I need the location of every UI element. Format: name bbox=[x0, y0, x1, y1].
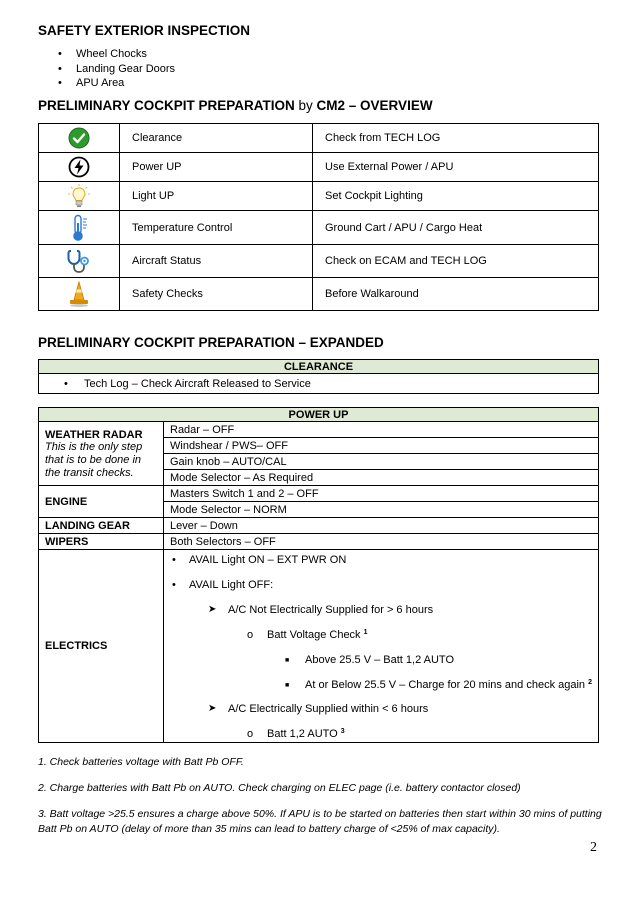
table-row bbox=[39, 486, 599, 502]
table-row bbox=[39, 534, 599, 550]
table-row bbox=[39, 182, 599, 211]
electrics-cell bbox=[164, 550, 599, 743]
overview-icon-cell bbox=[39, 182, 120, 211]
table-row bbox=[39, 374, 599, 394]
electrics-line: A/C Not Electrically Supplied for > 6 hours bbox=[228, 604, 434, 616]
list-item: • Wheel Chocks bbox=[58, 47, 175, 62]
electrics-line: A/C Electrically Supplied within < 6 hours bbox=[228, 703, 429, 715]
list-item bbox=[208, 604, 433, 616]
list-item bbox=[247, 728, 345, 740]
overview-action: Check from TECH LOG bbox=[313, 124, 599, 153]
transit-note: This is the only step that is to be done in the transit checks. bbox=[45, 441, 143, 479]
overview-action: Check on ECAM and TECH LOG bbox=[313, 245, 599, 278]
clearance-table bbox=[38, 359, 599, 394]
expanded-section-title: PRELIMINARY COCKPIT PREPARATION – EXPANDED bbox=[38, 335, 384, 350]
overview-action: Use External Power / APU bbox=[313, 153, 599, 182]
check-icon bbox=[68, 127, 90, 149]
list-item bbox=[39, 374, 599, 394]
table-cell: Gain knob – AUTO/CAL bbox=[164, 454, 599, 470]
electrics-line: Batt 1,2 AUTO bbox=[267, 728, 338, 740]
weather-radar-label-cell bbox=[39, 422, 164, 486]
footnote-3: 3. Batt voltage >25.5 ensures a charge above 50%. If APU is to be started on batteries then start within 30 mins of putting Batt Pb on AUTO (delay of more than 35 mins can lead to battery charge of <25% of max capacity). bbox=[38, 808, 602, 835]
overview-label: Safety Checks bbox=[120, 278, 313, 311]
list-item bbox=[172, 554, 346, 566]
electrics-line: At or Below 25.5 V – Charge for 20 mins and check again bbox=[305, 679, 586, 691]
electrics-line: AVAIL Light ON – EXT PWR ON bbox=[189, 554, 347, 566]
overview-title-by: by bbox=[294, 98, 317, 113]
clearance-item-text: Tech Log – Check Aircraft Released to Service bbox=[84, 377, 311, 390]
footnote-ref: 2 bbox=[588, 679, 593, 686]
circle-bullet-icon: o bbox=[247, 629, 254, 641]
thermometer-icon bbox=[69, 214, 89, 242]
table-cell: Masters Switch 1 and 2 – OFF bbox=[164, 486, 599, 502]
overview-icon-cell bbox=[39, 245, 120, 278]
arrow-bullet-icon: ➤ bbox=[208, 604, 217, 615]
overview-section-title bbox=[38, 98, 433, 113]
overview-icon-cell bbox=[39, 153, 120, 182]
landing-gear-label: LANDING GEAR bbox=[39, 518, 164, 534]
overview-icon-cell bbox=[39, 124, 120, 153]
overview-label: Light UP bbox=[120, 182, 313, 211]
table-row bbox=[39, 408, 599, 422]
overview-label: Power UP bbox=[120, 153, 313, 182]
table-row bbox=[39, 245, 599, 278]
bullet-icon: • bbox=[172, 579, 176, 591]
power-up-header: POWER UP bbox=[39, 408, 599, 422]
list-item bbox=[285, 679, 592, 691]
overview-action: Before Walkaround bbox=[313, 278, 599, 311]
electrics-line: Above 25.5 V – Batt 1,2 AUTO bbox=[305, 654, 454, 666]
footnote-1: 1. Check batteries voltage with Batt Pb OFF. bbox=[38, 756, 244, 768]
weather-radar-label: WEATHER RADAR bbox=[45, 429, 143, 441]
arrow-bullet-icon: ➤ bbox=[208, 703, 217, 714]
list-item bbox=[172, 579, 273, 591]
list-item bbox=[247, 629, 368, 641]
overview-table bbox=[38, 123, 599, 311]
table-row bbox=[39, 422, 599, 438]
power-up-table bbox=[38, 407, 599, 743]
table-row bbox=[39, 518, 599, 534]
safety-cone-icon bbox=[67, 280, 91, 308]
overview-label: Aircraft Status bbox=[120, 245, 313, 278]
overview-action: Set Cockpit Lighting bbox=[313, 182, 599, 211]
overview-action: Ground Cart / APU / Cargo Heat bbox=[313, 211, 599, 245]
overview-label: Clearance bbox=[120, 124, 313, 153]
electrics-label: ELECTRICS bbox=[39, 550, 164, 743]
table-row bbox=[39, 124, 599, 153]
square-bullet-icon: ■ bbox=[285, 657, 290, 664]
wipers-label: WIPERS bbox=[39, 534, 164, 550]
table-row bbox=[39, 153, 599, 182]
power-bolt-icon bbox=[68, 156, 90, 178]
overview-title-main: PRELIMINARY COCKPIT PREPARATION bbox=[38, 98, 295, 113]
table-cell: Both Selectors – OFF bbox=[164, 534, 599, 550]
electrics-line: AVAIL Light OFF: bbox=[189, 579, 274, 591]
bullet-icon: • bbox=[64, 377, 68, 390]
footnote-ref: 3 bbox=[340, 728, 345, 735]
list-item: • APU Area bbox=[58, 76, 175, 91]
footnote-2: 2. Charge batteries with Batt Pb on AUTO. Check charging on ELEC page (i.e. battery contactor closed) bbox=[38, 782, 521, 794]
electrics-line: Batt Voltage Check bbox=[267, 629, 361, 641]
engine-label: ENGINE bbox=[39, 486, 164, 518]
overview-title-crew: CM2 – OVERVIEW bbox=[316, 98, 433, 113]
table-row bbox=[39, 550, 599, 743]
table-cell: Mode Selector – NORM bbox=[164, 502, 599, 518]
table-cell: Windshear / PWS– OFF bbox=[164, 438, 599, 454]
circle-bullet-icon: o bbox=[247, 728, 254, 740]
bullet-icon: • bbox=[172, 554, 176, 566]
safety-section-title: SAFETY EXTERIOR INSPECTION bbox=[38, 23, 251, 38]
list-item bbox=[208, 703, 428, 715]
table-row bbox=[39, 360, 599, 374]
stethoscope-icon bbox=[66, 248, 92, 274]
table-row bbox=[39, 211, 599, 245]
overview-label: Temperature Control bbox=[120, 211, 313, 245]
list-item: • Landing Gear Doors bbox=[58, 62, 175, 77]
table-cell: Mode Selector – As Required bbox=[164, 470, 599, 486]
footnote-ref: 1 bbox=[363, 629, 368, 636]
table-cell: Radar – OFF bbox=[164, 422, 599, 438]
safety-list bbox=[58, 47, 175, 91]
clearance-header: CLEARANCE bbox=[39, 360, 599, 374]
square-bullet-icon: ■ bbox=[285, 682, 290, 689]
overview-icon-cell bbox=[39, 211, 120, 245]
lightbulb-icon bbox=[67, 183, 91, 209]
page-number: 2 bbox=[590, 840, 597, 855]
overview-icon-cell bbox=[39, 278, 120, 311]
table-cell: Lever – Down bbox=[164, 518, 599, 534]
list-item bbox=[285, 654, 454, 666]
table-row bbox=[39, 278, 599, 311]
